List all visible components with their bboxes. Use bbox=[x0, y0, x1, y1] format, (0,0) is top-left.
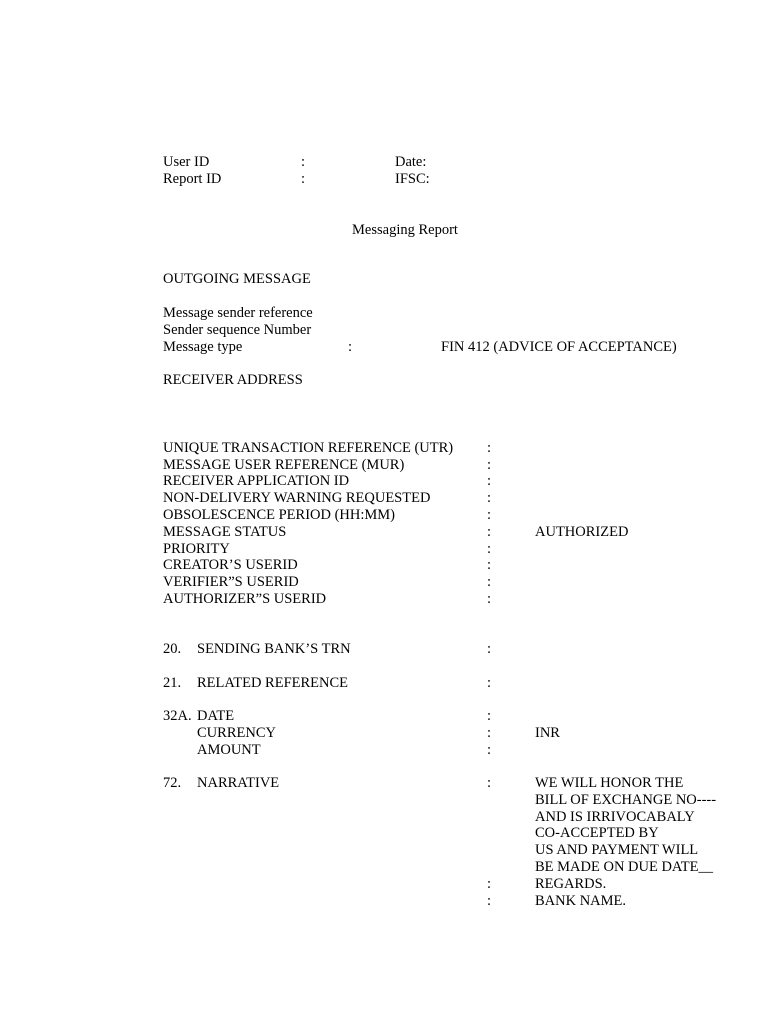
tag-32a-code: 32A. bbox=[163, 708, 192, 724]
narrative-line: BANK NAME. bbox=[535, 893, 627, 909]
tag-32a-amount-label: AMOUNT bbox=[197, 742, 261, 758]
field-colon: : bbox=[487, 524, 492, 540]
narrative-regards-colon: : bbox=[487, 876, 492, 892]
report-id-colon: : bbox=[301, 171, 306, 187]
tag-32a-amount-colon: : bbox=[487, 742, 492, 758]
field-label-creator-userid: CREATOR’S USERID bbox=[163, 557, 298, 573]
message-type-colon: : bbox=[348, 339, 353, 355]
field-colon: : bbox=[487, 574, 492, 590]
field-label-priority: PRIORITY bbox=[163, 541, 230, 557]
field-label-mur: MESSAGE USER REFERENCE (MUR) bbox=[163, 457, 405, 473]
field-colon: : bbox=[487, 473, 492, 489]
sender-reference-label: Message sender reference bbox=[163, 305, 313, 321]
tag-32a-date-label: DATE bbox=[197, 708, 235, 724]
tag-72-code: 72. bbox=[163, 775, 182, 791]
field-colon: : bbox=[487, 490, 492, 506]
report-title: Messaging Report bbox=[352, 222, 458, 238]
field-colon: : bbox=[487, 440, 492, 456]
user-id-colon: : bbox=[301, 154, 306, 170]
message-type-label: Message type bbox=[163, 339, 243, 355]
tag-21-code: 21. bbox=[163, 675, 182, 691]
narrative-line: BE MADE ON DUE DATE__ bbox=[535, 859, 714, 875]
field-label-authorizer-userid: AUTHORIZER”S USERID bbox=[163, 591, 327, 607]
sequence-number-label: Sender sequence Number bbox=[163, 322, 312, 338]
ifsc-label: IFSC: bbox=[395, 171, 430, 187]
tag-32a-currency-label: CURRENCY bbox=[197, 725, 276, 741]
narrative-line: REGARDS. bbox=[535, 876, 607, 892]
tag-72-colon: : bbox=[487, 775, 492, 791]
narrative-line: US AND PAYMENT WILL bbox=[535, 842, 699, 858]
tag-21-colon: : bbox=[487, 675, 492, 691]
field-colon: : bbox=[487, 557, 492, 573]
narrative-line: WE WILL HONOR THE bbox=[535, 775, 684, 791]
tag-20-colon: : bbox=[487, 641, 492, 657]
field-colon: : bbox=[487, 457, 492, 473]
field-value-message-status: AUTHORIZED bbox=[535, 524, 629, 540]
field-colon: : bbox=[487, 507, 492, 523]
date-label: Date: bbox=[395, 154, 427, 170]
field-label-message-status: MESSAGE STATUS bbox=[163, 524, 287, 540]
narrative-line: AND IS IRRIVOCABALY bbox=[535, 809, 695, 825]
tag-20-code: 20. bbox=[163, 641, 182, 657]
narrative-line: BILL OF EXCHANGE NO---- bbox=[535, 792, 717, 808]
tag-32a-currency-value: INR bbox=[535, 725, 560, 741]
tag-32a-date-colon: : bbox=[487, 708, 492, 724]
tag-21-label: RELATED REFERENCE bbox=[197, 675, 349, 691]
tag-20-label: SENDING BANK’S TRN bbox=[197, 641, 351, 657]
outgoing-heading: OUTGOING MESSAGE bbox=[163, 271, 311, 287]
field-label-non-delivery: NON-DELIVERY WARNING REQUESTED bbox=[163, 490, 431, 506]
narrative-line: CO-ACCEPTED BY bbox=[535, 825, 659, 841]
report-id-label: Report ID bbox=[163, 171, 222, 187]
field-label-utr: UNIQUE TRANSACTION REFERENCE (UTR) bbox=[163, 440, 454, 456]
field-label-obsolescence: OBSOLESCENCE PERIOD (HH:MM) bbox=[163, 507, 396, 523]
tag-72-label: NARRATIVE bbox=[197, 775, 280, 791]
field-colon: : bbox=[487, 541, 492, 557]
receiver-address-label: RECEIVER ADDRESS bbox=[163, 372, 303, 388]
field-colon: : bbox=[487, 591, 492, 607]
user-id-label: User ID bbox=[163, 154, 210, 170]
field-label-receiver-app-id: RECEIVER APPLICATION ID bbox=[163, 473, 350, 489]
narrative-bank-colon: : bbox=[487, 893, 492, 909]
tag-32a-currency-colon: : bbox=[487, 725, 492, 741]
message-type-value: FIN 412 (ADVICE OF ACCEPTANCE) bbox=[441, 339, 677, 355]
field-label-verifier-userid: VERIFIER”S USERID bbox=[163, 574, 299, 590]
